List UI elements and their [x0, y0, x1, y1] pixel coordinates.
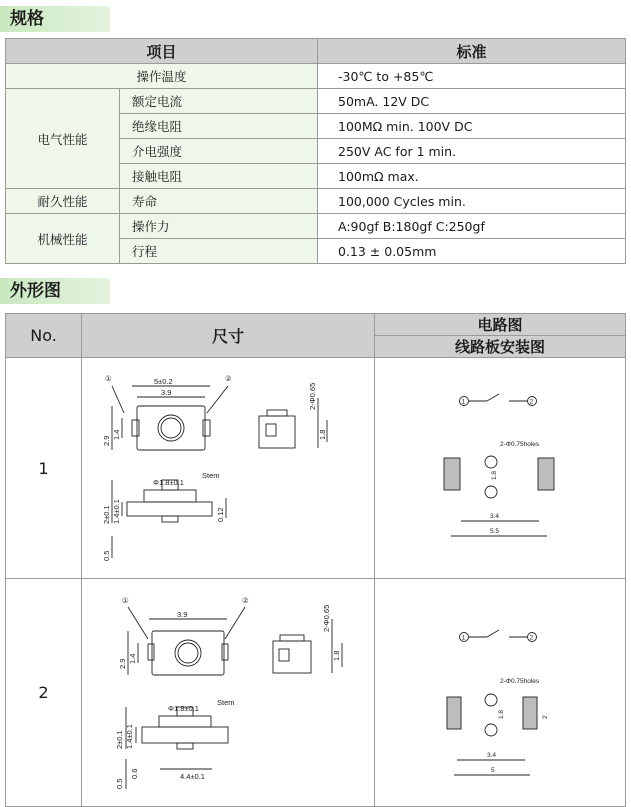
pcb-label: 1.8 [491, 470, 498, 480]
dim-label: ① [105, 374, 112, 383]
pcb-layout [375, 358, 626, 579]
header-item: 项目 [6, 39, 318, 64]
dim-label: 5±0.2 [154, 377, 173, 386]
dimension-drawing [82, 579, 375, 807]
dim-label: Stem [217, 698, 235, 707]
pcb-label: 2 [542, 715, 549, 719]
dim-label: 2±0.1 [102, 505, 111, 524]
durability-label: 寿命 [120, 189, 318, 214]
dim-label: ② [242, 596, 249, 605]
dimension-drawing-svg [82, 358, 374, 574]
dim-label: 1.8 [318, 429, 327, 440]
durability-group: 耐久性能 [6, 189, 120, 214]
header-no: No. [6, 314, 82, 358]
dim-label: 0.6 [130, 768, 139, 779]
operating-temp-label: 操作温度 [6, 64, 318, 89]
row-number: 1 [6, 358, 82, 579]
pcb-layout-svg [375, 358, 625, 574]
pcb-label: 2-Φ0.75holes [500, 678, 540, 685]
electrical-label: 介电强度 [120, 139, 318, 164]
dim-label: 3.9 [177, 610, 188, 619]
circuit-pin: 2 [529, 398, 534, 406]
pcb-label: 2-Φ0.75holes [500, 441, 540, 448]
electrical-value: 100mΩ max. [318, 164, 626, 189]
electrical-label: 绝缘电阻 [120, 114, 318, 139]
electrical-label: 额定电流 [120, 89, 318, 114]
pcb-label: 1.8 [498, 709, 505, 719]
dim-label: 3.9 [161, 388, 172, 397]
operating-temp-value: -30℃ to +85℃ [318, 64, 626, 89]
mechanical-label: 行程 [120, 239, 318, 264]
circuit-pin: 1 [461, 634, 466, 642]
header-size: 尺寸 [82, 314, 375, 358]
dim-label: Φ1.8±0.1 [153, 478, 184, 487]
dim-label: 1.4 [128, 653, 137, 664]
row-number: 2 [6, 579, 82, 807]
dim-label: 2.9 [102, 435, 111, 446]
header-pcb: 线路板安装图 [375, 336, 626, 358]
pcb-layout-svg [375, 579, 625, 802]
header-standard: 标准 [318, 39, 626, 64]
dim-label: 1.4±0.1 [112, 499, 121, 524]
dim-label: Stem [202, 471, 220, 480]
circuit-pin: 1 [461, 398, 466, 406]
dimension-drawing-svg [82, 579, 374, 802]
dim-label: ① [122, 596, 129, 605]
mechanical-group: 机械性能 [6, 214, 120, 264]
pcb-label: 3.4 [490, 513, 500, 520]
circuit-pin: 2 [529, 634, 534, 642]
shape-section-title: 外形图 [0, 278, 110, 304]
dim-label: ② [225, 374, 232, 383]
mechanical-value: 0.13 ± 0.05mm [318, 239, 626, 264]
pcb-layout [375, 579, 626, 807]
electrical-value: 250V AC for 1 min. [318, 139, 626, 164]
header-circuit: 电路图 [375, 314, 626, 336]
dim-label: 0.5 [115, 778, 124, 789]
dim-label: Φ1.8±0.1 [168, 704, 199, 713]
electrical-value: 100MΩ min. 100V DC [318, 114, 626, 139]
durability-value: 100,000 Cycles min. [318, 189, 626, 214]
pcb-label: 5.5 [490, 528, 500, 535]
spec-section-title: 规格 [0, 6, 110, 32]
electrical-label: 接触电阻 [120, 164, 318, 189]
pcb-label: 3.4 [487, 752, 497, 759]
dim-label: 0.12 [216, 507, 225, 522]
dim-label: 2±0.1 [115, 730, 124, 749]
dim-label: 1.4 [112, 429, 121, 440]
dim-label: 2.9 [118, 658, 127, 669]
dim-label: 0.5 [102, 550, 111, 561]
dim-label: 2-Φ0.65 [308, 382, 317, 410]
dim-label: 1.4±0.1 [125, 724, 134, 749]
dim-label: 2-Φ0.65 [322, 604, 331, 632]
pcb-label: 5 [491, 767, 495, 774]
spec-table [5, 38, 626, 264]
mechanical-value: A:90gf B:180gf C:250gf [318, 214, 626, 239]
electrical-group: 电气性能 [6, 89, 120, 189]
mechanical-label: 操作力 [120, 214, 318, 239]
dim-label: 1.8 [332, 650, 341, 661]
shape-table [5, 313, 626, 807]
dimension-drawing [82, 358, 375, 579]
electrical-value: 50mA. 12V DC [318, 89, 626, 114]
dim-label: 4.4±0.1 [180, 772, 205, 781]
